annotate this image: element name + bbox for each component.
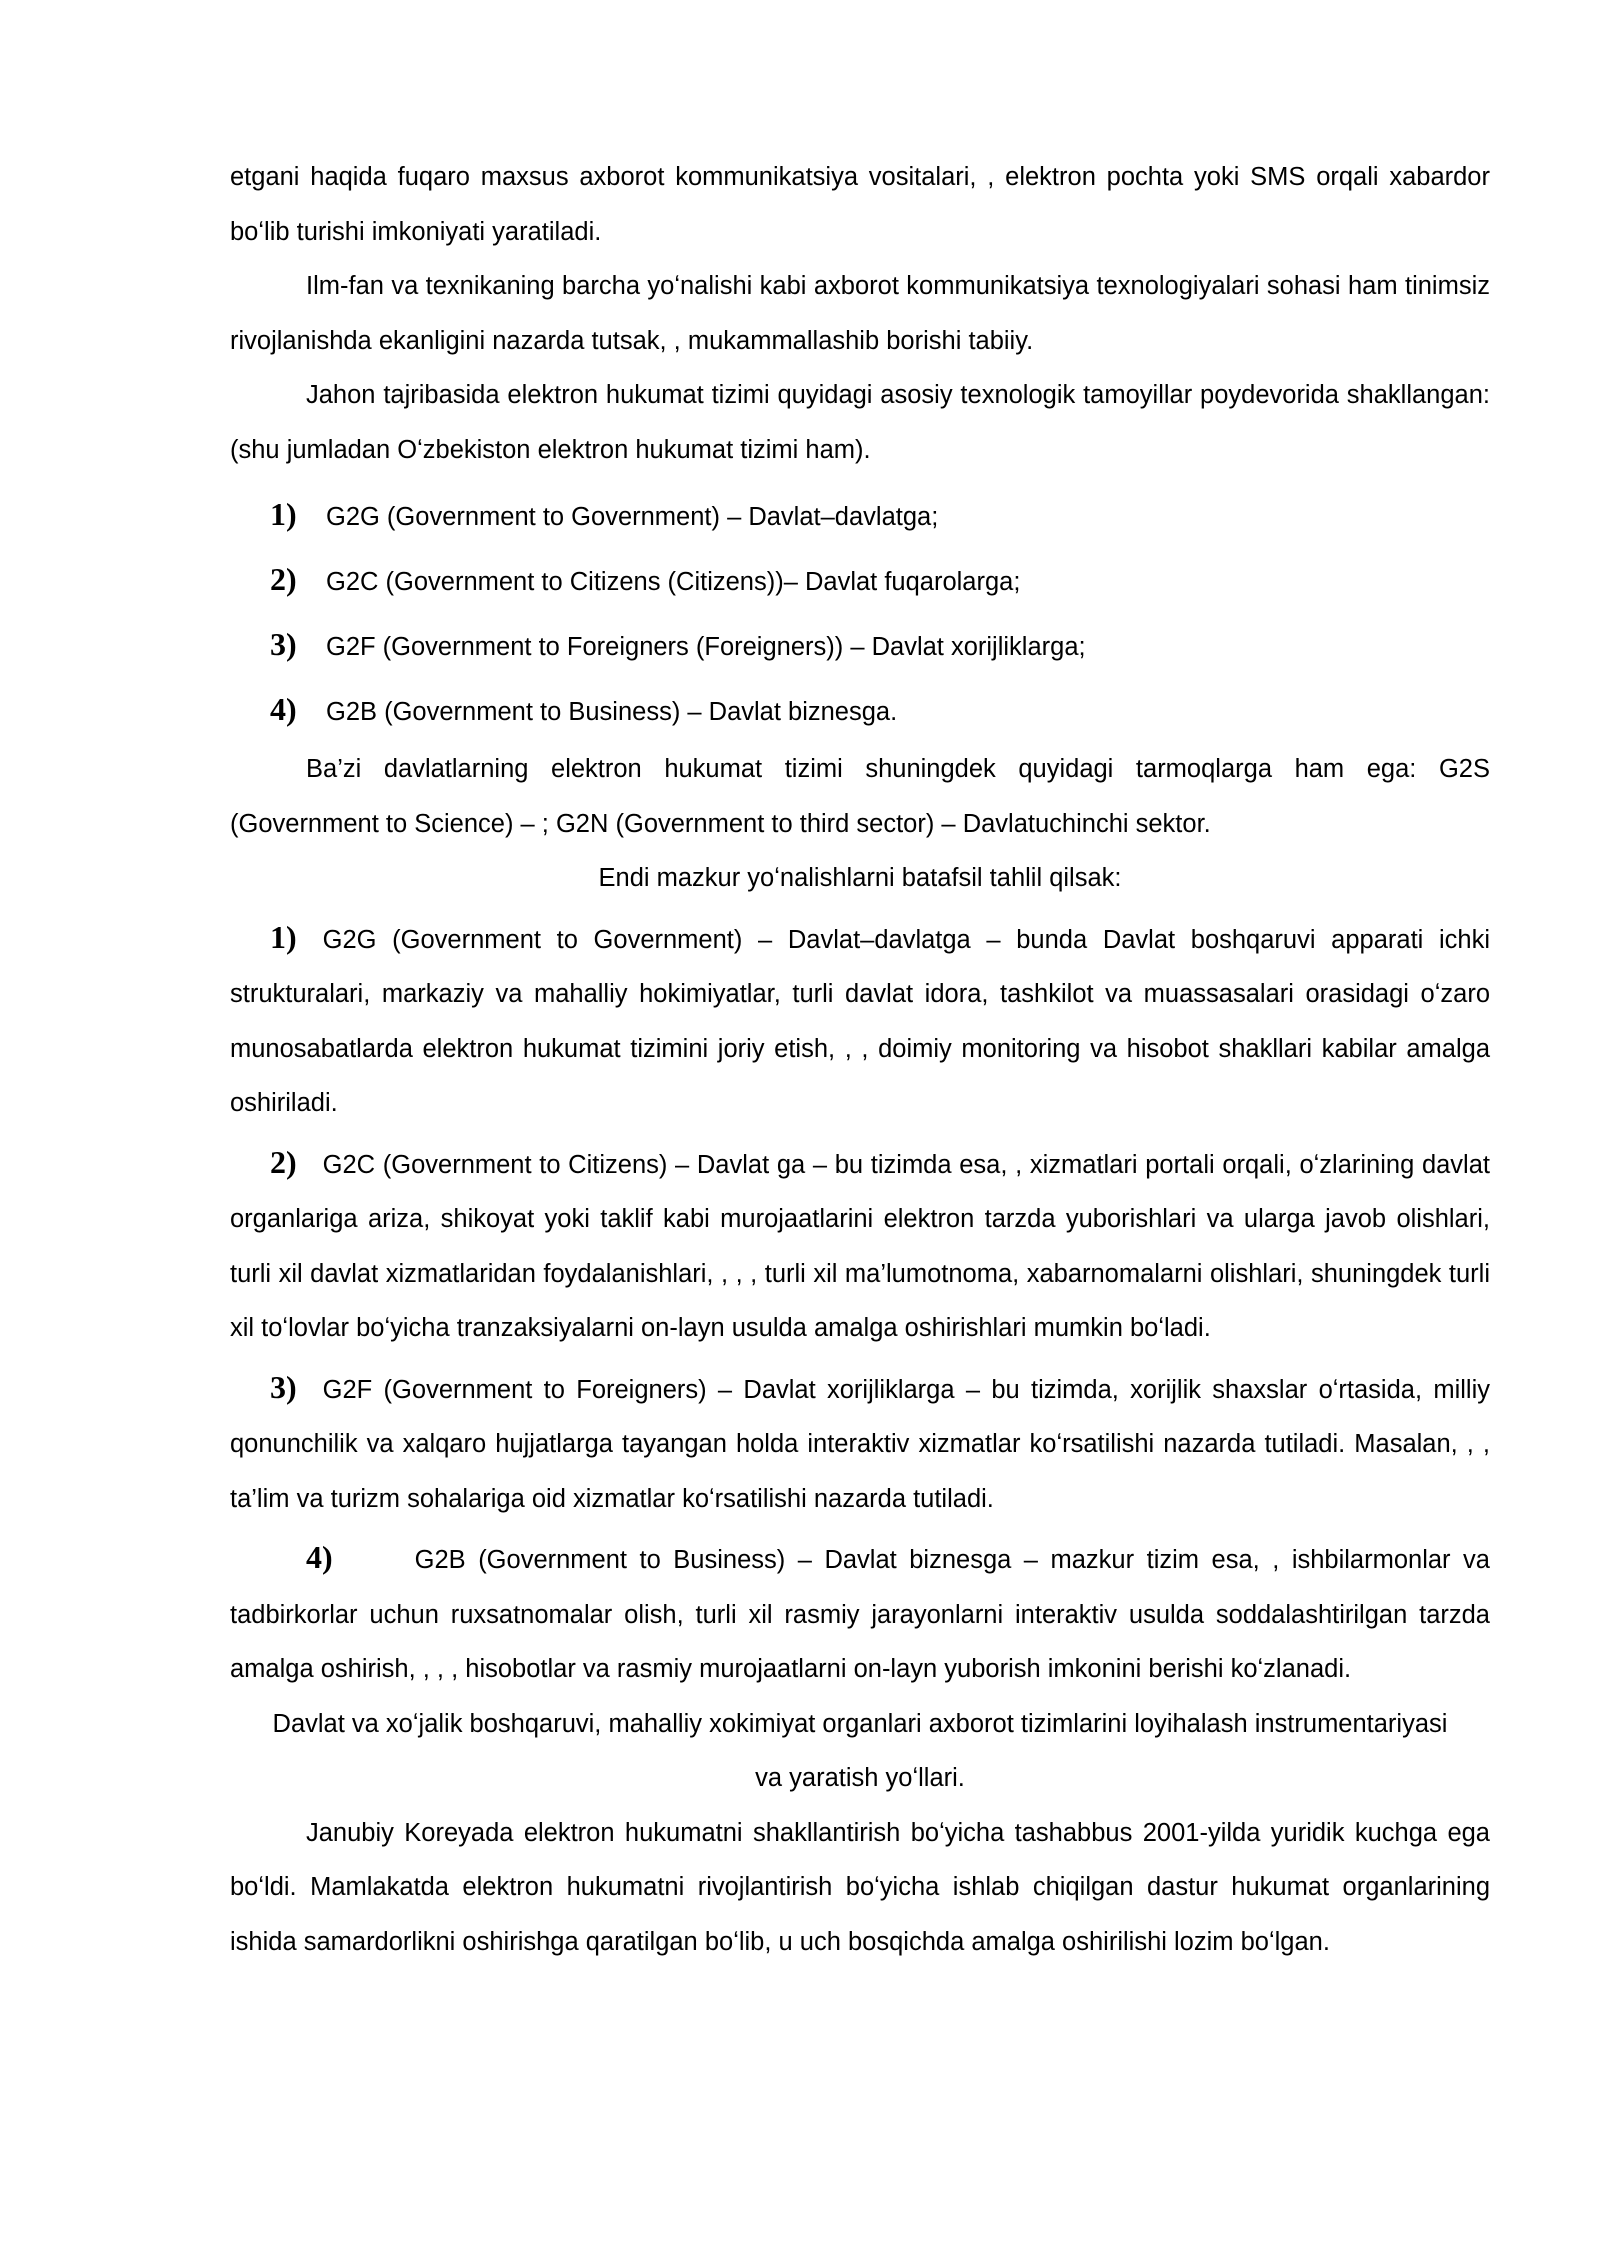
list-text: G2B (Government to Business) – Davlat biznesga. <box>326 698 898 726</box>
detail-text: G2B (Government to Business) – Davlat biznesga – mazkur tizim esa, , ishbilarmonlar va tadbirkorlar uchun ruxsatnomalar olish, turli xil rasmiy jarayonlarni interaktiv usulda soddalashtirilgan tarzda amalga oshirish, , , , hisobotlar va rasmiy murojaatlarni on-layn yuborish imkonini berishi koʻzlanadi. <box>230 1546 1490 1683</box>
detail-number: 2) <box>270 1143 297 1180</box>
paragraph-6: Janubiy Koreyada elektron hukumatni shakllantirish boʻyicha tashabbus 2001-yilda yuridik kuchga ega boʻldi. Mamlakatda elektron hukumatni rivojlantirish boʻyicha ishlab chiqilgan dastur hukumat organlarining ishida samardorlikni oshirishga qaratilgan boʻlib, u uch bosqichda amalga oshirilishi lozim boʻlgan. <box>230 1818 1490 1956</box>
detail-item <box>230 910 1490 1131</box>
list-item <box>230 482 1490 547</box>
detail-item <box>230 1360 1490 1527</box>
list-text: G2F (Government to Foreigners (Foreigners)) – Davlat xorijliklarga; <box>326 633 1086 661</box>
detail-item <box>230 1530 1490 1697</box>
list-number: 1) <box>270 496 297 532</box>
paragraph-2: Ilm-fan va texnikaning barcha yoʻnalishi kabi axborot kommunikatsiya texnologiyalari sohasi ham tinimsiz rivojlanishda ekanligini nazarda tutsak, , mukammallashib borishi tabiiy. <box>230 272 1490 355</box>
paragraph-5: Endi mazkur yoʻnalishlarni batafsil tahlil qilsak: <box>598 864 1122 892</box>
paragraph-1: etgani haqida fuqaro maxsus axborot kommunikatsiya vositalari, , elektron pochta yoki SMS orqali xabardor boʻlib turishi imkoniyati yaratiladi. <box>230 163 1490 246</box>
list-text: G2G (Government to Government) – Davlat–davlatga; <box>326 503 939 531</box>
detail-text: G2F (Government to Foreigners) – Davlat xorijliklarga – bu tizimda, xorijlik shaxslar oʻrtasida, milliy qonunchilik va xalqaro hujjatlarga tayangan holda interaktiv xizmatlar koʻrsatilishi nazarda tutiladi. Masalan, , , ta’lim va turizm sohalariga oid xizmatlar koʻrsatilishi nazarda tutiladi. <box>230 1375 1490 1513</box>
list-item <box>230 547 1490 612</box>
detail-number: 4) <box>306 1539 333 1575</box>
list-number: 3) <box>270 626 297 662</box>
paragraph-4: Ba’zi davlatlarning elektron hukumat tizimi shuningdek quyidagi tarmoqlarga ham ega: G2S (Government to Science) – ; G2N (Government to third sector) – Davlatuchinchi sektor. <box>230 755 1490 838</box>
list-text: G2C (Government to Citizens (Citizens))– Davlat fuqarolarga; <box>326 568 1021 596</box>
list-number: 2) <box>270 561 297 597</box>
detail-number: 3) <box>270 1368 297 1405</box>
detail-number: 1) <box>270 918 297 955</box>
paragraph-3: Jahon tajribasida elektron hukumat tizimi quyidagi asosiy texnologik tamoyillar poydevorida shakllangan: (shu jumladan Oʻzbekiston elektron hukumat tizimi ham). <box>230 381 1490 464</box>
list-number: 4) <box>270 691 297 727</box>
list-item <box>230 612 1490 677</box>
detail-text: G2G (Government to Government) – Davlat–davlatga – bunda Davlat boshqaruvi apparati ichki strukturalari, markaziy va mahalliy hokimiyatlar, turli davlat idora, tashkilot va muassasalari orasidagi oʻzaro munosabatlarda elektron hukumat tizimini joriy etish, , , doimiy monitoring va hisobot shakllari kabilar amalga oshiriladi. <box>230 925 1490 1117</box>
section-heading: Davlat va xoʻjalik boshqaruvi, mahalliy xokimiyat organlari axborot tizimlarini loyihalash instrumentariyasi va yaratish yoʻllari. <box>272 1709 1448 1792</box>
detail-text: G2C (Government to Citizens) – Davlat ga – bu tizimda esa, , xizmatlari portali orqali, oʻzlarining davlat organlariga ariza, shikoyat yoki taklif kabi murojaatlarini elektron tarzda yuborishlari va ularga javob olishlari, turli xil davlat xizmatlaridan foydalanishlari, , , , turli xil ma’lumotnoma, xabarnomalarni olishlari, shuningdek turli xil toʻlovlar boʻyicha tranzaksiyalarni on-layn usulda amalga oshirishlari mumkin boʻladi. <box>230 1150 1490 1342</box>
detail-item <box>230 1135 1490 1356</box>
document-page <box>230 150 1490 1969</box>
list-item <box>230 677 1490 742</box>
